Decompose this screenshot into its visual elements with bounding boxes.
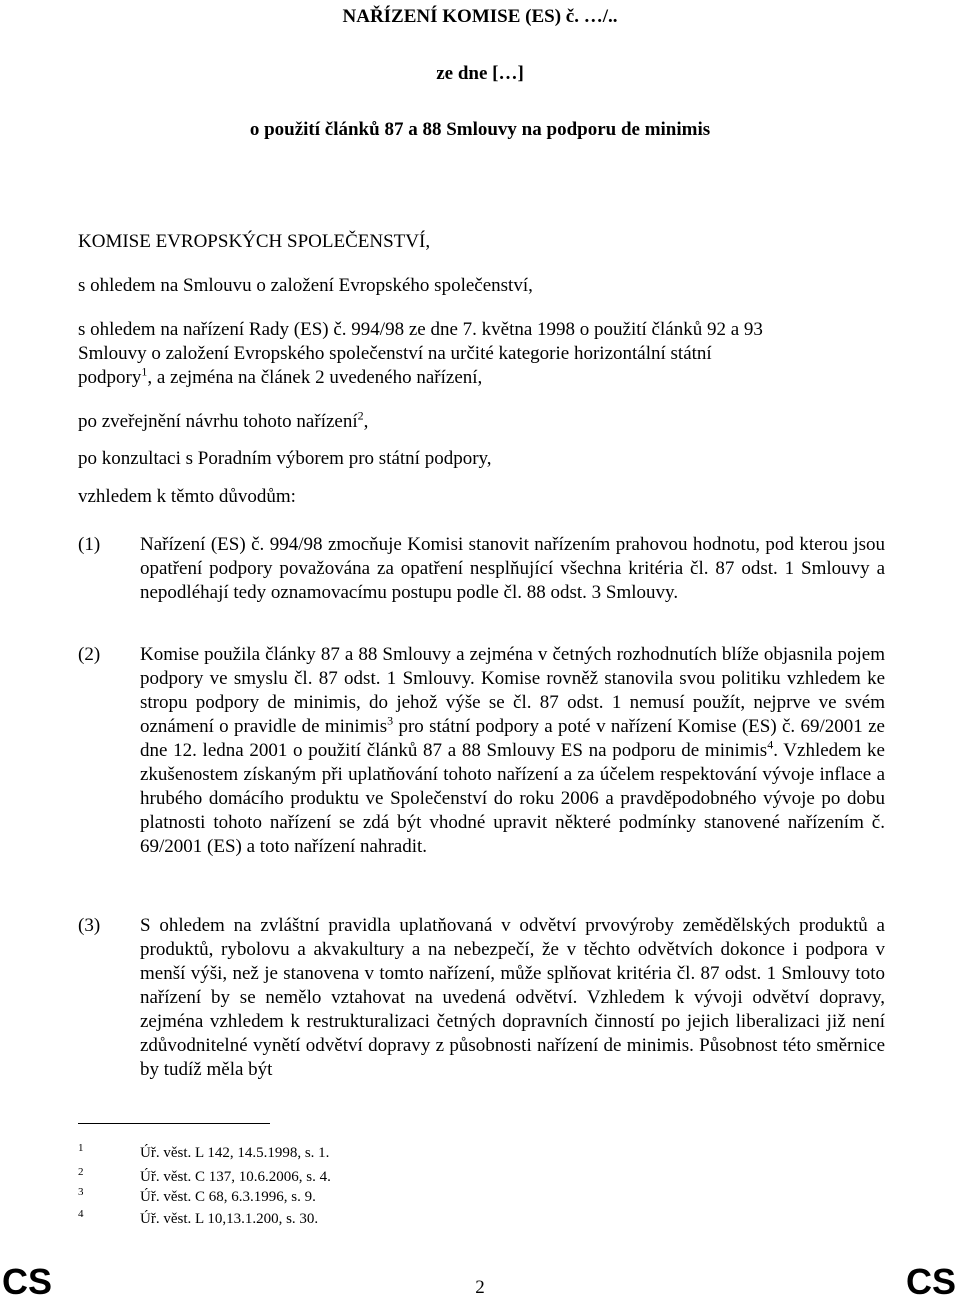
page-number: 2 [475,1277,485,1298]
recital-number: (2) [78,644,101,665]
recital-3-paragraph: S ohledem na zvláštní pravidla uplatňovaná v odvětví prvovýroby zemědělských produktů a produktů, rybolovu a akvakultury a na nebezpečí, že v těchto odvětvích dokonce i podpora v menší výši, než je stanovena v tomto nařízení, může splňovat kritéria čl. 87 odst. 1 Smlouvy toto nařízení by se nemělo vztahovat na uvedená odvětví. Vzhledem k vývoji odvětví dopravy, zejména vzhledem k restrukturalizaci četných dopravních činností po jejich liberalizaci již není zdůvodnitelné vynětí odvětví dopravy z působnosti nařízení de minimis. Působnost této směrnice by tudíž měla být [140,915,885,1080]
footnote-text: Úř. věst. C 137, 10.6.2006, s. 4. [140,1169,331,1185]
footnote-number: 4 [78,1208,84,1220]
whereas-line: vzhledem k těmto důvodům: [78,486,296,507]
footnote-ref-1: 1 [141,364,148,379]
recital-number: (3) [78,915,101,936]
footnote-ref-2: 2 [357,408,364,423]
recital-2-paragraph [140,643,885,859]
text-fragment: , a zejména na článek 2 uvedeného nařízení, [147,367,483,388]
text-fragment: Komise použila články 87 a 88 Smlouvy a zejména v četných rozhodnutích blíže objasnila pojem podpory ve smyslu čl. 87 odst. 1 Smlouvy. Komise rovněž stanovila svou politiku vzhledem ke stropu podpory de minimis, do jehož výše se čl. 87 odst. 1 nemusí použít, nejprve ve svém oznámení o pravidle de minimis [140,644,885,737]
document-title: NAŘÍZENÍ KOMISE (ES) č. …/.. [342,6,618,27]
footnote-number: 2 [78,1166,84,1178]
document-subject: o použití článků 87 a 88 Smlouvy na podporu de minimis [249,119,711,140]
institution-line: KOMISE EVROPSKÝCH SPOLEČENSTVÍ, [78,231,431,252]
text-fragment: , [363,411,369,432]
recital-text [140,643,885,859]
language-code-right: CS [905,1261,956,1302]
recital-text [140,914,885,1082]
footnote-number: 1 [78,1142,84,1154]
footnote-text: Úř. věst. L 10,13.1.200, s. 30. [140,1211,319,1227]
having-regard-regulation-line-1: s ohledem na nařízení Rady (ES) č. 994/98 ze dne 7. května 1998 o použití článků 92 a 93 [78,319,763,340]
having-regard-regulation-line-3 [78,366,482,390]
consultation-line: po konzultaci s Poradním výborem pro státní podpory, [78,448,492,469]
text-fragment: po zveřejnění návrhu tohoto nařízení [78,411,358,432]
document-date: ze dne […] [436,63,524,84]
recital-1-paragraph: Nařízení (ES) č. 994/98 zmocňuje Komisi stanovit nařízením prahovou hodnotu, pod kterou jsou opatření podpory považována za opatření nesplňující všechna kritéria čl. 87 odst. 1 Smlouvy a nepodléhají tedy oznamovacímu postupu podle čl. 88 odst. 3 Smlouvy. [140,534,885,603]
having-regard-treaty: s ohledem na Smlouvu o založení Evropského společenství, [78,275,533,296]
footnote-ref-3: 3 [387,713,394,728]
text-fragment: podpory [78,367,142,388]
footnote-number: 3 [78,1186,84,1198]
text-fragment: . Vzhledem ke zkušenostem získaným při uplatňování tohoto nařízení a za účelem respektování vývoje inflace a hrubého domácího produktu ve Společenství do roku 2006 a pravděpodobného vývoje po dobu platnosti tohoto nařízení se zdá být vhodné upravit některé podmínky stanovené nařízením č. 69/2001 (ES) a toto nařízení nahradit. [140,740,885,857]
having-regard-regulation-line-2: Smlouvy o založení Evropského společenství na určité kategorie horizontální státní [78,343,712,364]
footnote-ref-4: 4 [767,737,774,752]
language-code-left: CS [2,1261,53,1302]
footnote-text: Úř. věst. L 142, 14.5.1998, s. 1. [140,1145,330,1161]
footnote-text: Úř. věst. C 68, 6.3.1996, s. 9. [140,1189,316,1205]
footnote-separator [78,1123,270,1124]
text-fragment: pro státní podpory a poté v nařízení Komise (ES) č. 69/2001 ze dne 12. ledna 2001 o použití článků 87 a 88 Smlouvy ES na podporu de minimis [140,716,885,761]
recital-number: (1) [78,534,101,555]
publication-line [78,410,368,434]
recital-text [140,533,885,605]
